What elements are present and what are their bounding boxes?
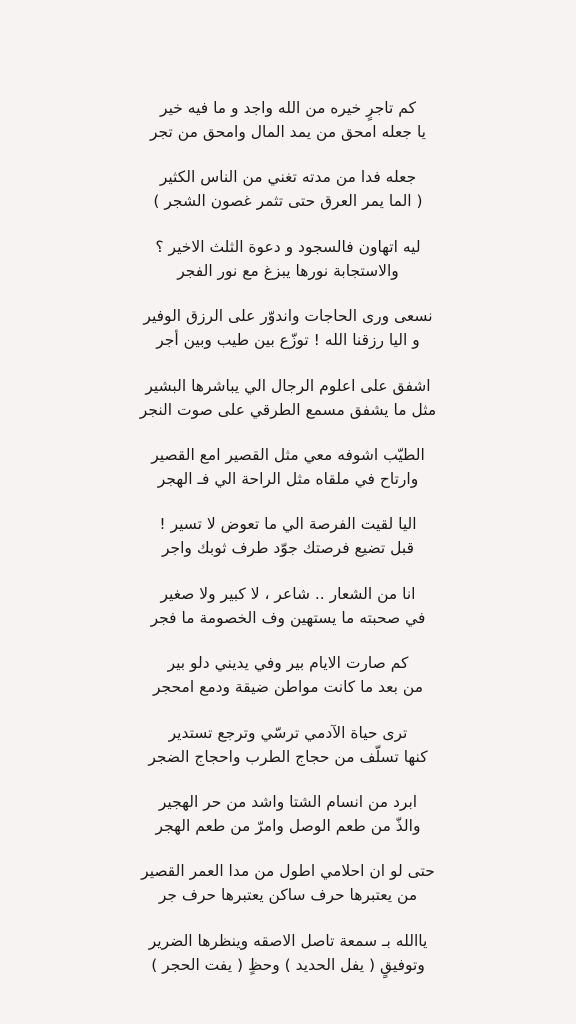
stanza-2 [153,165,422,233]
stanza-12 [141,859,435,927]
verse-line: من يعتبرها حرف ساكن يعتبرها حرف جر [158,886,418,905]
verse-line: والذّ من طعم الوصل وامرّ من طعم الهجر [155,816,421,835]
verse-line: ليه اتهاون فالسجود و دعوة الثلث الاخير ؟ [155,237,421,256]
verse-line: ياالله بـ سمعة تاصل الاصقه وينظرها الضرير [148,931,428,950]
stanza-3 [155,235,420,303]
verse-line: في صحبته ما يستهين وف الخصومة ما فجر [150,608,426,627]
poem-text [0,96,576,998]
verse-line: والاستجابة نورها يبزغ مع نور الفجر [177,261,399,280]
verse-line: اشفق على اعلوم الرجال الي يباشرها البشير [145,376,431,395]
verse-line: ترى حياة الآدمي ترسّي وترجع تستدير [168,723,408,742]
stanza-1 [150,96,426,164]
stanza-6 [151,443,425,511]
verse-line: نسعى ورى الحاجات واندوّر على الرزق الوفير [143,307,433,326]
verse-line: ابرد من انسام الشتا واشد من حر الهجير [158,792,418,811]
verse-line: قبل تضيع فرصتك جوّد طرف ثوبك واجر [161,539,414,558]
verse-line: كم تاجرٍ خيره من الله واجد و ما فيه خير [160,99,416,117]
verse-line: اليا لقيت الفرصة الي ما تعوض لا تسير ! [159,515,417,534]
verse-line: وارتاح في ملقاه مثل الراحة الي فـ الهجر [157,469,419,488]
verse-line: جعله فدا من مدته تغني من الناس الكثير [159,168,417,187]
verse-line: وتوفيقٍ ( يفل الحديد ) وحظٍ ( يفت الحجر ) [151,955,425,974]
verse-line: من بعد ما كانت مواطن ضيقة ودمع امحجر [152,678,424,697]
stanza-9 [153,651,423,719]
verse-line: ( الما يمر العرق حتى تثمر غصون الشجر ) [153,192,423,211]
stanza-13 [149,929,428,997]
stanza-5 [140,374,436,442]
verse-line: الطيّب اشوفه معي مثل القصير امع القصير [151,445,425,464]
stanza-8 [151,582,426,650]
verse-line: كنها تسلّف من حجاج الطرب واحجاج الضجر [148,747,428,766]
verse-line: انا من الشعار .. شاعر ، لا كبير ولا صغير [160,584,416,603]
verse-line: كم صارت الايام بير وفي يديني دلو بير [167,654,409,673]
stanza-7 [159,512,416,580]
stanza-11 [156,790,421,858]
verse-line: مثل ما يشفق مسمع الطرقي على صوت النجر [139,400,437,419]
stanza-10 [148,721,427,789]
verse-line: يا جعله امحق من يمد المال وامحق من تجر [150,123,426,141]
stanza-4 [143,304,432,372]
verse-line: و اليا رزقنا الله ! توزّع بين طيب وبين أجر [156,331,420,350]
verse-line: حتى لو ان احلامي اطول من مدا العمر القصير [141,862,435,881]
